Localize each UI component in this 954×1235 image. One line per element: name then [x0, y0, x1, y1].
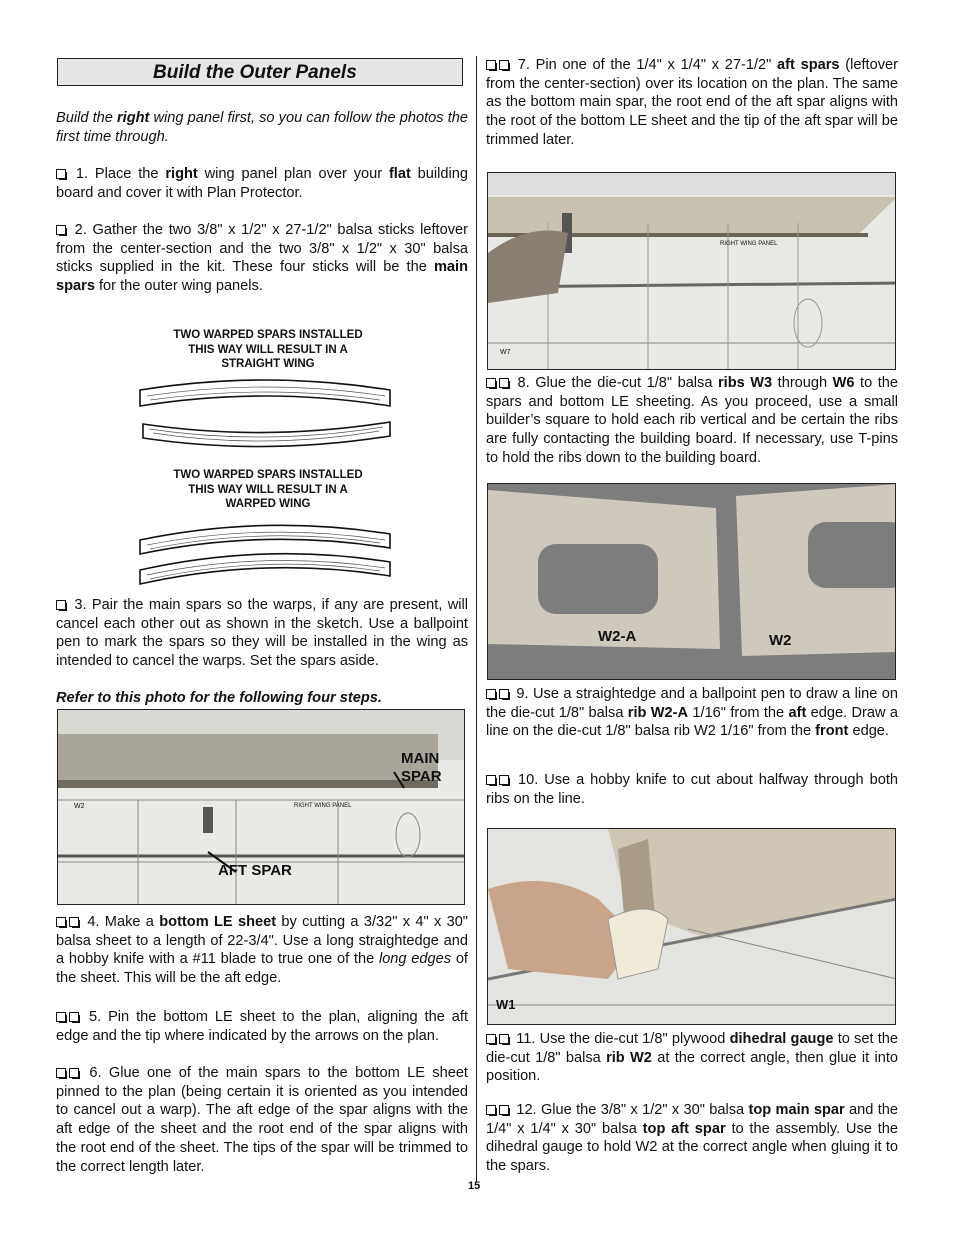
plan-label: RIGHT WING PANEL: [294, 803, 352, 809]
checkbox-icon[interactable]: [486, 1105, 496, 1115]
photo-main-and-aft-spar: [57, 709, 465, 905]
plan-label: RIGHT WING PANEL: [720, 241, 778, 247]
section-title: Build the Outer Panels: [153, 62, 357, 83]
column-divider: [476, 56, 477, 1182]
step-12: 12. Glue the 3/8" x 1/2" x 30" balsa top main spar and the 1/4" x 1/4" x 30" balsa top aft spar to the assembly. Use the dihedral gauge to hold W2 at the correct angle when gluing it to the spars.: [486, 1102, 899, 1175]
checkbox-icon[interactable]: [486, 60, 496, 70]
checkbox-icon[interactable]: [56, 917, 66, 927]
main-spar-label-2: SPAR: [401, 768, 442, 785]
rib-w2a-label: W2-A: [598, 628, 637, 645]
warped-wing-sketch: [135, 512, 405, 588]
w1-label: W1: [496, 997, 516, 1012]
refer-note: Refer to this photo for the following four steps.: [56, 690, 382, 706]
checkbox-icon[interactable]: [56, 169, 66, 179]
step-5: 5. Pin the bottom LE sheet to the plan, aligning the aft edge and the tip where indicated by the arrows on the plan.: [56, 1009, 468, 1044]
sketch-caption-warped: TWO WARPED SPARS INSTALLED THIS WAY WILL RESULT IN A WARPED WING: [173, 469, 363, 510]
checkbox-icon[interactable]: [486, 1034, 496, 1044]
checkbox-icon[interactable]: [486, 378, 496, 388]
photo-ribs-w2-w2a: [487, 483, 896, 680]
step-4: 4. Make a bottom LE sheet by cutting a 3/32" x 4" x 30" balsa sheet to a length of 22-3/4". Use a long straightedge and a hobby knife with a #11 blade to true one of the long edges of the sheet. This will be the aft edge.: [56, 914, 468, 987]
checkbox-icon[interactable]: [56, 225, 66, 235]
checkbox-icon[interactable]: [499, 1034, 509, 1044]
photo-aft-spar-pinned: [487, 172, 896, 370]
aft-spar-label: AFT SPAR: [218, 862, 292, 879]
checkbox-icon[interactable]: [486, 775, 496, 785]
straight-wing-sketch: [135, 372, 405, 452]
photo-dihedral-gauge: [487, 828, 896, 1025]
step-8: 8. Glue the die-cut 1/8" balsa ribs W3 through W6 to the spars and bottom LE sheeting. As you proceed, use a small builder’s square to hold each rib vertical and be certain the ribs are fully contacting the building board. If necessary, use T-pins to hold the ribs down to the building board.: [486, 375, 898, 466]
sketch-caption-straight: TWO WARPED SPARS INSTALLED THIS WAY WILL RESULT IN A STRAIGHT WING: [173, 329, 363, 370]
checkbox-icon[interactable]: [499, 60, 509, 70]
checkbox-icon[interactable]: [499, 689, 509, 699]
checkbox-icon[interactable]: [499, 378, 509, 388]
step-7: 7. Pin one of the 1/4" x 1/4" x 27-1/2" aft spars (leftover from the center-section) over its location on the plan. The same as the bottom main spar, the root end of the aft spar aligns with the root of the bottom LE sheet and the tip of the aft spar will be trimmed later.: [486, 57, 898, 148]
checkbox-icon[interactable]: [56, 600, 66, 610]
w2-label: W2: [74, 803, 85, 810]
step-2: 2. Gather the two 3/8" x 1/2" x 27-1/2" balsa sticks leftover from the center-section and the two 3/8" x 1/2" x 30" balsa sticks supplied in the kit. These four sticks will be the main spars for the outer wing panels.: [56, 222, 468, 295]
checkbox-icon[interactable]: [69, 917, 79, 927]
w7-label: W7: [500, 349, 511, 356]
rib-w2-label: W2: [769, 632, 792, 649]
checkbox-icon[interactable]: [69, 1068, 79, 1078]
checkbox-icon[interactable]: [56, 1068, 66, 1078]
step-11: 11. Use the die-cut 1/8" plywood dihedral gauge to set the die-cut 1/8" balsa rib W2 at the correct angle, then glue it into position.: [486, 1031, 899, 1085]
step-6: 6. Glue one of the main spars to the bottom LE sheet pinned to the plan (being certain it is oriented as you intended to cancel out a warp). The aft edge of the spar aligns with the aft edge of the sheet and the root end of the spar aligns with the root end of the sheet. The tips of the spar will be trimmed to the correct length later.: [56, 1065, 468, 1175]
step-9: 9. Use a straightedge and a ballpoint pen to draw a line on the die-cut 1/8" balsa rib W2-A 1/16" from the aft edge. Draw a line on the die-cut 1/8" balsa rib W2 1/16" from the front edge.: [486, 686, 899, 740]
intro-paragraph: Build the right wing panel first, so you can follow the photos the first time through.: [56, 110, 468, 145]
step-1: 1. Place the right wing panel plan over your flat building board and cover it with Plan Protector.: [56, 166, 468, 201]
checkbox-icon[interactable]: [499, 1105, 509, 1115]
step-3: 3. Pair the main spars so the warps, if any are present, will cancel each other out as shown in the sketch. Use a ballpoint pen to mark the spars so they will be installed in the wing as intended to cancel the warps. Set the spars aside.: [56, 597, 468, 670]
page-number: 15: [468, 1180, 481, 1192]
main-spar-label-1: MAIN: [401, 750, 440, 767]
checkbox-icon[interactable]: [499, 775, 509, 785]
checkbox-icon[interactable]: [486, 689, 496, 699]
section-title-bar: [57, 58, 463, 86]
step-10: 10. Use a hobby knife to cut about halfway through both ribs on the line.: [486, 772, 898, 807]
checkbox-icon[interactable]: [56, 1012, 66, 1022]
checkbox-icon[interactable]: [69, 1012, 79, 1022]
